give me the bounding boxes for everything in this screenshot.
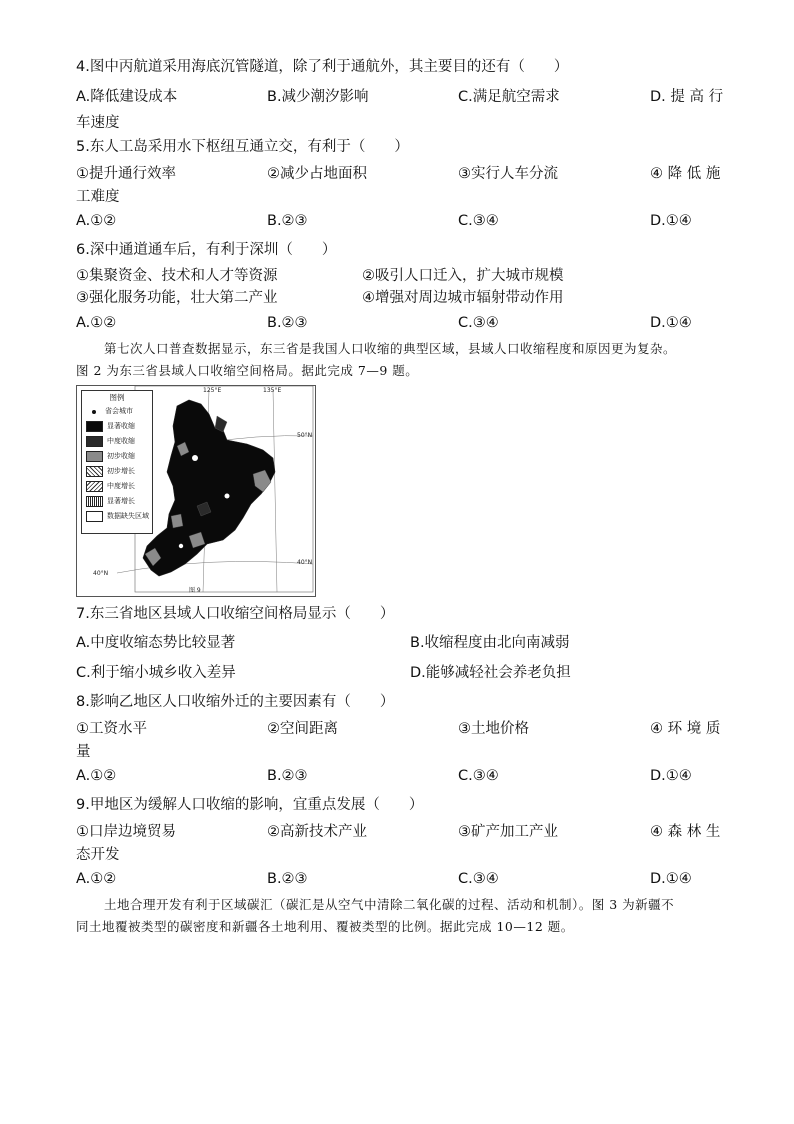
q5-item-4-wrap: 工难度 xyxy=(76,189,120,205)
q6-item-3: ③强化服务功能，壮大第二产业 xyxy=(76,290,278,306)
q5-option-b[interactable]: B.②③ xyxy=(267,213,308,229)
passage1-line2: 图 2 为东三省县域人口收缩空间格局。据此完成 7—9 题。 xyxy=(76,363,419,378)
lat-label-50: 50°N xyxy=(297,432,313,439)
q9-option-b[interactable]: B.②③ xyxy=(267,871,308,887)
initial-growth-swatch xyxy=(86,466,103,477)
capital-city-icon xyxy=(92,410,96,414)
q6-option-b[interactable]: B.②③ xyxy=(267,315,308,331)
legend-item-moderate-growth: 中度增长 xyxy=(86,481,152,492)
q5-item-1: ①提升通行效率 xyxy=(76,166,176,182)
q4-option-d-wrap: 车速度 xyxy=(76,115,120,131)
lat-label-40-right: 40°N xyxy=(297,559,313,566)
q9-item-3: ③矿产加工产业 xyxy=(458,824,558,840)
q8-item-3: ③土地价格 xyxy=(458,721,529,737)
q6-item-2: ②吸引人口迁入，扩大城市规模 xyxy=(362,268,564,284)
q9-item-4: ④ 森 林 生 xyxy=(650,824,721,840)
q9-item-2: ②高新技术产业 xyxy=(267,824,367,840)
q6-stem: 6.深中通道通车后，有利于深圳（ ） xyxy=(76,242,337,258)
severe-swatch xyxy=(86,421,103,432)
q4-option-c[interactable]: C.满足航空需求 xyxy=(458,89,560,105)
q5-option-d[interactable]: D.①④ xyxy=(650,213,692,229)
passage2-line2: 同土地覆被类型的碳密度和新疆各土地利用、覆被类型的比例。据此完成 10—12 题。 xyxy=(76,919,574,934)
q8-option-d[interactable]: D.①④ xyxy=(650,768,692,784)
moderate-growth-swatch xyxy=(86,481,103,492)
lon-label-135: 135°E xyxy=(263,387,282,394)
q8-item-2: ②空间距离 xyxy=(267,721,338,737)
q5-option-a[interactable]: A.①② xyxy=(76,213,117,229)
light-swatch xyxy=(86,451,103,462)
q7-stem: 7.东三省地区县域人口收缩空间格局显示（ ） xyxy=(76,606,395,622)
q8-option-c[interactable]: C.③④ xyxy=(458,768,499,784)
legend-item-severe-growth: 显著增长 xyxy=(86,496,152,507)
q6-option-c[interactable]: C.③④ xyxy=(458,315,499,331)
q8-option-b[interactable]: B.②③ xyxy=(267,768,308,784)
q6-item-1: ①集聚资金、技术和人才等资源 xyxy=(76,268,278,284)
q4-stem: 4.图中丙航道采用海底沉管隧道，除了利于通航外，其主要目的还有（ ） xyxy=(76,59,569,75)
q5-item-3: ③实行人车分流 xyxy=(458,166,558,182)
q4-option-b[interactable]: B.减少潮汐影响 xyxy=(267,89,369,105)
q8-option-a[interactable]: A.①② xyxy=(76,768,117,784)
q6-option-d[interactable]: D.①④ xyxy=(650,315,692,331)
lat-label-40-left: 40°N xyxy=(93,570,109,577)
q8-item-1: ①工资水平 xyxy=(76,721,147,737)
legend-item-capital: 省会城市 xyxy=(86,406,152,417)
moderate-swatch xyxy=(86,436,103,447)
q4-option-d[interactable]: D. 提 高 行 xyxy=(650,89,724,105)
q5-item-4: ④ 降 低 施 xyxy=(650,166,721,182)
q7-option-a[interactable]: A.中度收缩态势比较显著 xyxy=(76,635,236,651)
q5-option-c[interactable]: C.③④ xyxy=(458,213,499,229)
legend-item-missing: 数据缺失区域 xyxy=(86,511,152,522)
lon-label-125: 125°E xyxy=(203,387,222,394)
q8-stem: 8.影响乙地区人口收缩外迁的主要因素有（ ） xyxy=(76,694,395,710)
q6-option-a[interactable]: A.①② xyxy=(76,315,117,331)
legend-item-initial-growth: 初步增长 xyxy=(86,466,152,477)
q9-stem: 9.甲地区为缓解人口收缩的影响，宜重点发展（ ） xyxy=(76,797,424,813)
severe-growth-swatch xyxy=(86,496,103,507)
legend-item-light: 初步收缩 xyxy=(86,451,152,462)
legend-item-moderate: 中度收缩 xyxy=(86,436,152,447)
q9-item-4-wrap: 态开发 xyxy=(76,847,120,863)
legend-title: 图例 xyxy=(109,393,125,402)
q7-option-d[interactable]: D.能够减轻社会养老负担 xyxy=(410,665,571,681)
map-legend xyxy=(81,390,153,534)
q8-item-4: ④ 环 境 质 xyxy=(650,721,721,737)
missing-swatch xyxy=(86,511,103,522)
map-caption: 图 9 xyxy=(189,587,201,594)
q7-option-b[interactable]: B.收缩程度由北向南减弱 xyxy=(410,635,570,651)
q8-item-4-wrap: 量 xyxy=(76,744,91,760)
population-shrink-map xyxy=(76,385,316,597)
q7-option-c[interactable]: C.利于缩小城乡收入差异 xyxy=(76,665,236,681)
legend-item-severe: 显著收缩 xyxy=(86,421,152,432)
q9-option-a[interactable]: A.①② xyxy=(76,871,117,887)
q5-item-2: ②减少占地面积 xyxy=(267,166,367,182)
q6-item-4: ④增强对周边城市辐射带动作用 xyxy=(362,290,564,306)
q4-option-a[interactable]: A.降低建设成本 xyxy=(76,89,178,105)
passage1-line1: 第七次人口普查数据显示，东三省是我国人口收缩的典型区域，县域人口收缩程度和原因更为复杂。 xyxy=(104,341,677,356)
passage2-line1: 土地合理开发有利于区域碳汇（碳汇是从空气中清除二氧化碳的过程、活动和机制）。图 3 为新疆不 xyxy=(104,897,675,912)
q5-stem: 5.东人工岛采用水下枢纽互通立交，有利于（ ） xyxy=(76,139,409,155)
q9-item-1: ①口岸边境贸易 xyxy=(76,824,176,840)
q9-option-c[interactable]: C.③④ xyxy=(458,871,499,887)
q9-option-d[interactable]: D.①④ xyxy=(650,871,692,887)
